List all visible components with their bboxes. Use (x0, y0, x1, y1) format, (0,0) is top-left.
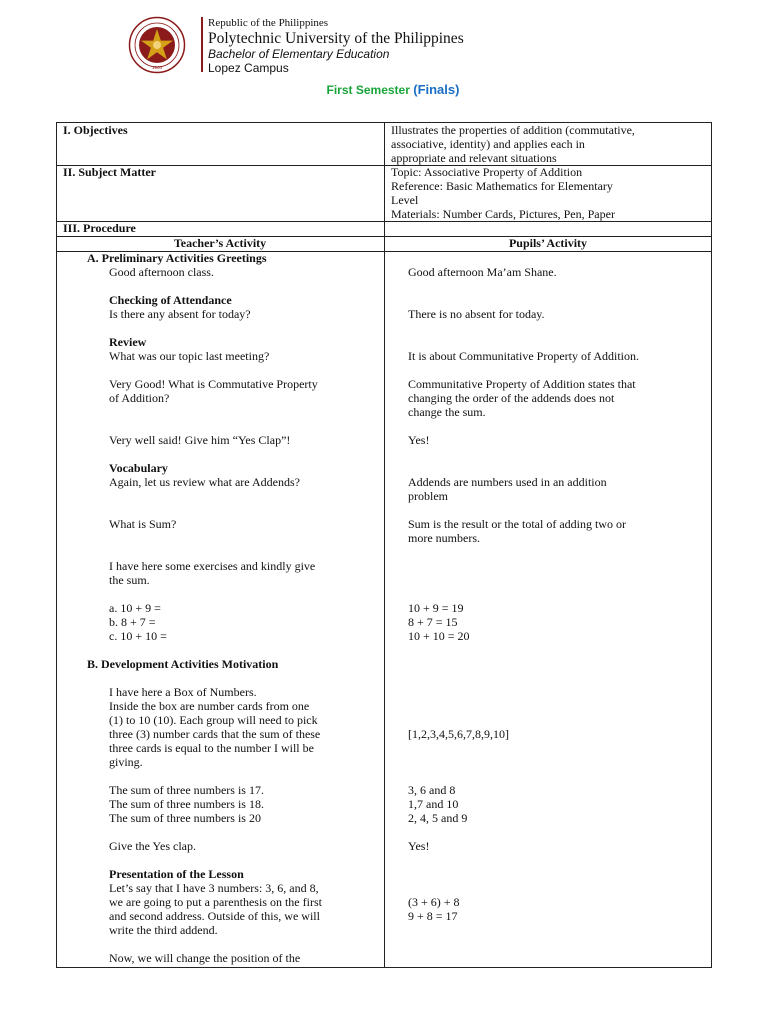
teacher-line: What was our topic last meeting? (109, 349, 270, 363)
pupil-line: There is no absent for today. (408, 307, 545, 321)
objectives-line: associative, identity) and applies each in (391, 137, 585, 151)
pupil-line: problem (408, 489, 448, 503)
subject-line: Reference: Basic Mathematics for Elementary (391, 179, 613, 193)
teacher-line: we are going to put a parenthesis on the first (109, 895, 322, 909)
teacher-line: Give the Yes clap. (109, 839, 196, 853)
pupil-line: Communitative Property of Addition states that (408, 377, 636, 391)
semester-title (0, 82, 768, 98)
teacher-line: write the third addend. (109, 923, 218, 937)
teacher-activity-heading: Teacher’s Activity (173, 236, 267, 250)
teacher-line: Now, we will change the position of the (109, 951, 301, 965)
letterhead (208, 16, 464, 75)
pupil-line: Yes! (408, 433, 430, 447)
pupil-answer: 10 + 9 = 19 (408, 601, 464, 615)
teacher-line: The sum of three numbers is 17. (109, 783, 264, 797)
exercise-item: c. 10 + 10 = (109, 629, 167, 643)
finals-label: (Finals) (413, 82, 460, 97)
teacher-line: Let’s say that I have 3 numbers: 3, 6, and 8, (109, 881, 319, 895)
university-seal-icon (128, 16, 186, 74)
teacher-line: I have here some exercises and kindly give (109, 559, 316, 573)
teacher-line: What is Sum? (109, 517, 177, 531)
pupil-line: change the sum. (408, 405, 486, 419)
pupil-line: Sum is the result or the total of adding two or (408, 517, 626, 531)
teacher-line: Is there any absent for today? (109, 307, 251, 321)
pupil-answer: (3 + 6) + 8 (408, 895, 460, 909)
pupil-line: Yes! (408, 839, 430, 853)
objectives-line: Illustrates the properties of addition (commutative, (391, 123, 635, 137)
pupil-answer: 3, 6 and 8 (408, 783, 456, 797)
presentation-heading: Presentation of the Lesson (109, 867, 244, 881)
exercise-item: a. 10 + 9 = (109, 601, 161, 615)
pupil-line: Addends are numbers used in an addition (408, 475, 607, 489)
teacher-line: I have here a Box of Numbers. (109, 685, 257, 699)
teacher-line: Again, let us review what are Addends? (109, 475, 300, 489)
university-name: Polytechnic University of the Philippines (208, 30, 464, 47)
procedure-label: III. Procedure (63, 221, 136, 235)
pupil-line: It is about Communitative Property of Addition. (408, 349, 639, 363)
subject-line: Materials: Number Cards, Pictures, Pen, Paper (391, 207, 615, 221)
subject-label: II. Subject Matter (63, 165, 156, 179)
teacher-line: The sum of three numbers is 20 (109, 811, 261, 825)
pupil-line: Good afternoon Ma’am Shane. (408, 265, 557, 279)
objectives-line: appropriate and relevant situations (391, 151, 557, 165)
teacher-line: and second address. Outside of this, we will (109, 909, 320, 923)
pupil-line: changing the order of the addends does not (408, 391, 615, 405)
pupil-line: more numbers. (408, 531, 480, 545)
pupil-answer: 10 + 10 = 20 (408, 629, 470, 643)
pupil-answer: 8 + 7 = 15 (408, 615, 458, 629)
republic-label: Republic of the Philippines (208, 17, 329, 29)
pupil-line: [1,2,3,4,5,6,7,8,9,10] (408, 727, 509, 741)
subject-line: Level (391, 193, 419, 207)
teacher-line: (1) to 10 (10). Each group will need to pick (109, 713, 318, 727)
row-divider (56, 221, 712, 222)
teacher-line: The sum of three numbers is 18. (109, 797, 264, 811)
section-a-heading: A. Preliminary Activities Greetings (87, 251, 267, 265)
pupils-activity-heading: Pupils’ Activity (508, 236, 588, 250)
campus-name: Lopez Campus (208, 61, 289, 75)
teacher-line: three (3) number cards that the sum of these (109, 727, 321, 741)
section-b-heading: B. Development Activities Motivation (87, 657, 279, 671)
pupil-answer: 1,7 and 10 (408, 797, 459, 811)
teacher-line: Good afternoon class. (109, 265, 214, 279)
teacher-line: three cards is equal to the number I will be (109, 741, 314, 755)
objectives-label: I. Objectives (63, 123, 128, 137)
program-name: Bachelor of Elementary Education (208, 47, 390, 61)
teacher-line: of Addition? (109, 391, 170, 405)
teacher-line: Very Good! What is Commutative Property (109, 377, 318, 391)
vocabulary-heading: Vocabulary (109, 461, 168, 475)
review-heading: Review (109, 335, 147, 349)
teacher-line: giving. (109, 755, 143, 769)
exercise-item: b. 8 + 7 = (109, 615, 156, 629)
semester-label: First Semester (326, 83, 410, 97)
pupil-answer: 2, 4, 5 and 9 (408, 811, 468, 825)
attendance-heading: Checking of Attendance (109, 293, 232, 307)
teacher-line: Inside the box are number cards from one (109, 699, 310, 713)
teacher-line: Very well said! Give him “Yes Clap”! (109, 433, 291, 447)
seal-year: 1904 (151, 65, 163, 70)
teacher-line: the sum. (109, 573, 150, 587)
header-divider (201, 17, 203, 72)
pupil-answer: 9 + 8 = 17 (408, 909, 458, 923)
subject-line: Topic: Associative Property of Addition (391, 165, 583, 179)
